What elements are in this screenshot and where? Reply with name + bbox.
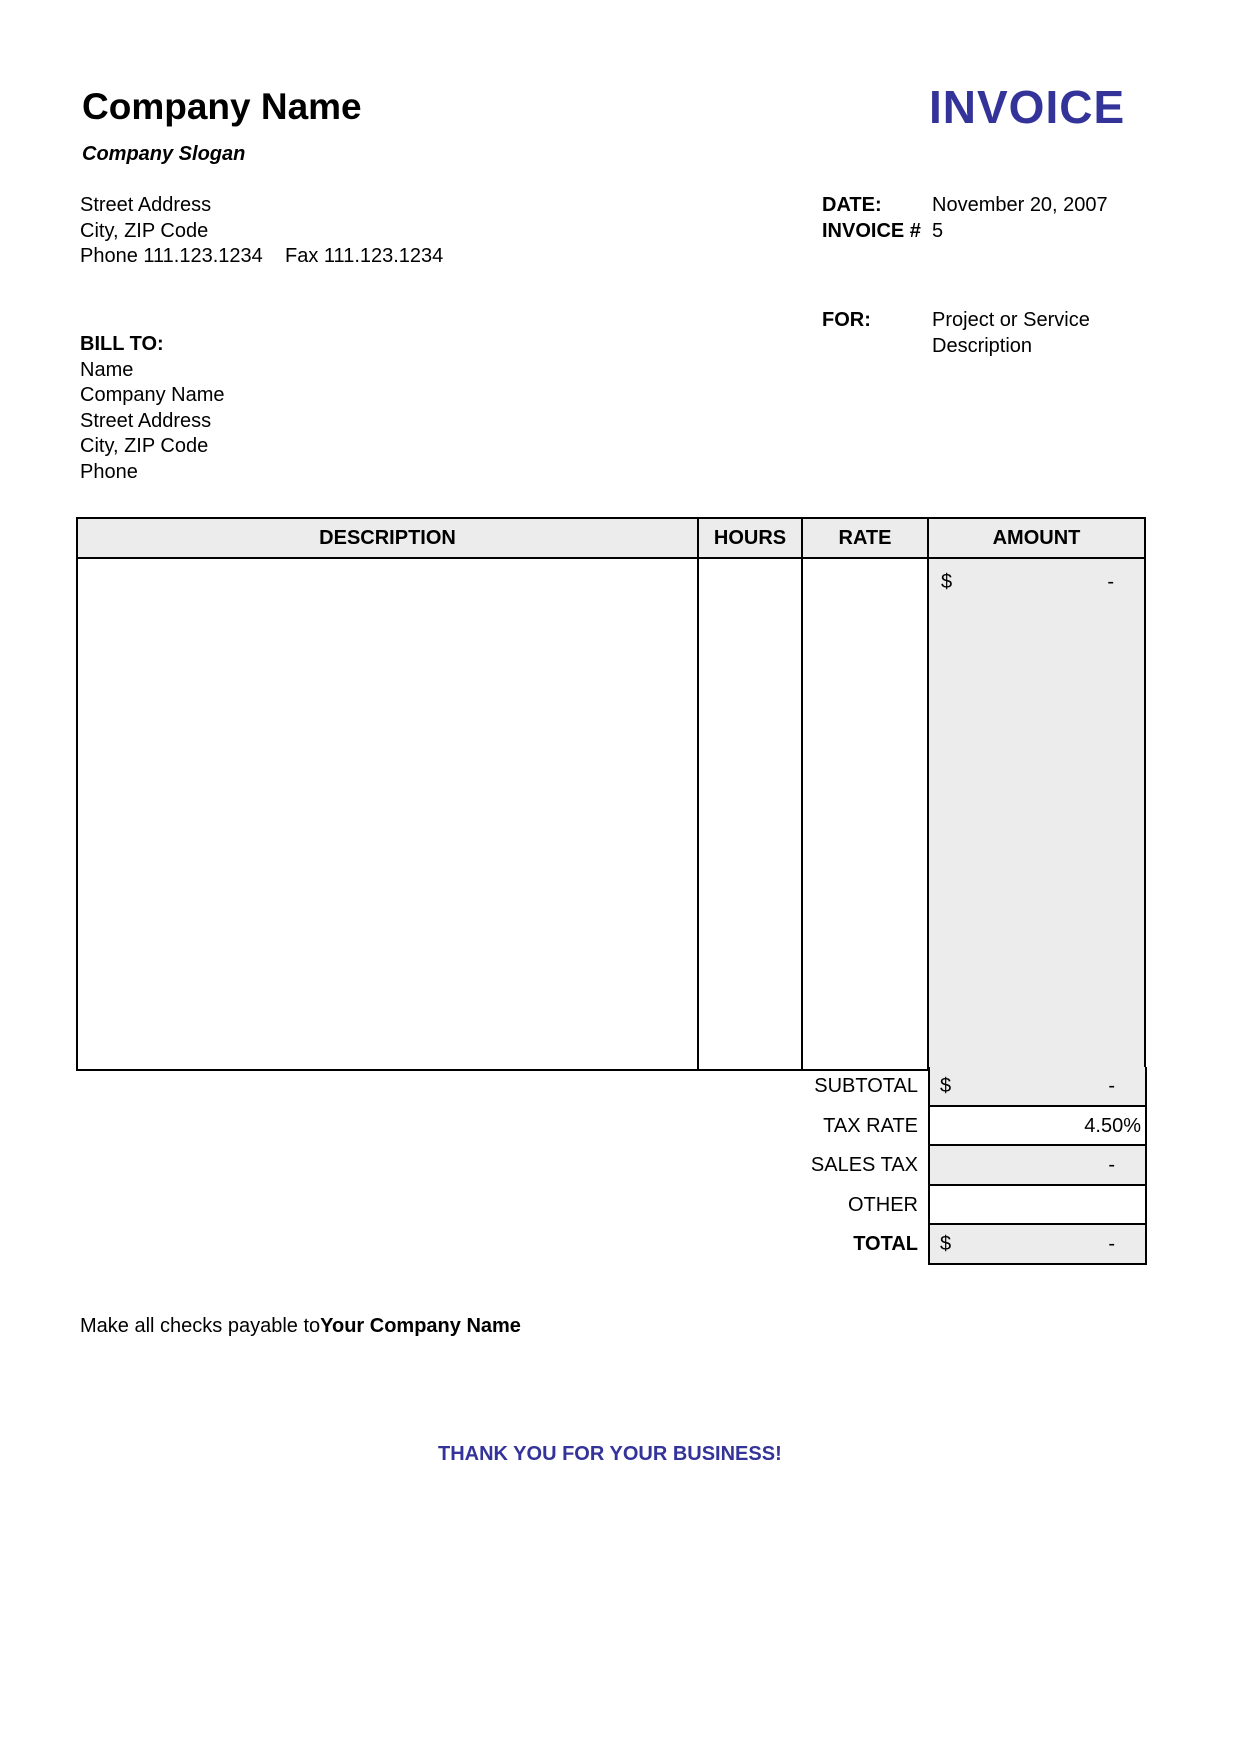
bill-to-block (80, 332, 225, 485)
amount-cell (928, 558, 1145, 1070)
date-label: DATE: (822, 194, 882, 216)
bill-to-label: BILL TO: (80, 333, 164, 355)
thank-you-message: THANK YOU FOR YOUR BUSINESS! (438, 1443, 782, 1465)
bill-to-city: City, ZIP Code (80, 435, 209, 457)
subtotal-label: SUBTOTAL (814, 1075, 918, 1097)
amount-currency: $ (941, 571, 953, 593)
hours-cell[interactable] (698, 558, 802, 1070)
total-value: - (1108, 1233, 1115, 1255)
other-row (760, 1186, 1147, 1226)
column-header-hours: HOURS (698, 518, 802, 558)
for-label: FOR: (822, 309, 871, 331)
column-header-description: DESCRIPTION (77, 518, 698, 558)
fax-label: Fax (285, 245, 319, 267)
bill-to-name: Name (80, 358, 134, 381)
date-value: November 20, 2007 (932, 194, 1108, 216)
company-slogan: Company Slogan (82, 143, 246, 165)
fax-value: 111.123.1234 (323, 245, 444, 267)
tax-rate-row (760, 1107, 1147, 1147)
column-header-amount: AMOUNT (928, 518, 1145, 558)
sales-tax-value: - (1108, 1154, 1115, 1176)
sales-tax-label: SALES TAX (810, 1154, 918, 1176)
total-box (928, 1225, 1147, 1265)
rate-cell[interactable] (802, 558, 928, 1070)
for-line-2: Description (932, 335, 1033, 357)
column-header-rate: RATE (802, 518, 928, 558)
tax-rate-value: 4.50% (1084, 1114, 1141, 1137)
other-box[interactable] (928, 1186, 1147, 1226)
totals-block (760, 1067, 1147, 1265)
sales-tax-row (760, 1146, 1147, 1186)
bill-to-street: Street Address (80, 409, 212, 432)
subtotal-box (928, 1067, 1147, 1107)
invoice-number-value: 5 (932, 220, 944, 242)
description-cell[interactable] (77, 558, 698, 1070)
other-label: OTHER (848, 1193, 918, 1216)
sales-tax-box (928, 1146, 1147, 1186)
for-line-1: Project or Service (932, 309, 1090, 331)
tax-rate-box[interactable] (928, 1107, 1147, 1147)
line-items-table (76, 517, 1146, 1071)
tax-rate-label: TAX RATE (823, 1114, 918, 1137)
total-row (760, 1225, 1147, 1265)
city-zip: City, ZIP Code (80, 219, 209, 242)
bill-to-phone: Phone (80, 460, 138, 483)
total-label: TOTAL (853, 1233, 918, 1255)
table-header-row (77, 518, 1145, 558)
payable-note (80, 1315, 521, 1338)
company-address (80, 193, 443, 270)
for-value (932, 307, 1090, 359)
amount-value: - (1107, 571, 1114, 593)
payable-company-name: Your Company Name (320, 1315, 521, 1337)
subtotal-value: - (1108, 1075, 1115, 1097)
invoice-number-label: INVOICE # (822, 220, 921, 242)
invoice-title: INVOICE (929, 81, 1126, 133)
table-row (77, 558, 1145, 1070)
total-currency: $ (940, 1233, 952, 1255)
company-name: Company Name (82, 86, 362, 127)
phone-value: 111.123.1234 (143, 245, 263, 267)
subtotal-row (760, 1067, 1147, 1107)
payable-prefix: Make all checks payable to (80, 1315, 321, 1337)
phone-fax-line (80, 244, 443, 270)
bill-to-company: Company Name (80, 384, 225, 406)
phone-label: Phone (80, 245, 138, 267)
subtotal-currency: $ (940, 1075, 952, 1097)
street-address: Street Address (80, 194, 212, 216)
